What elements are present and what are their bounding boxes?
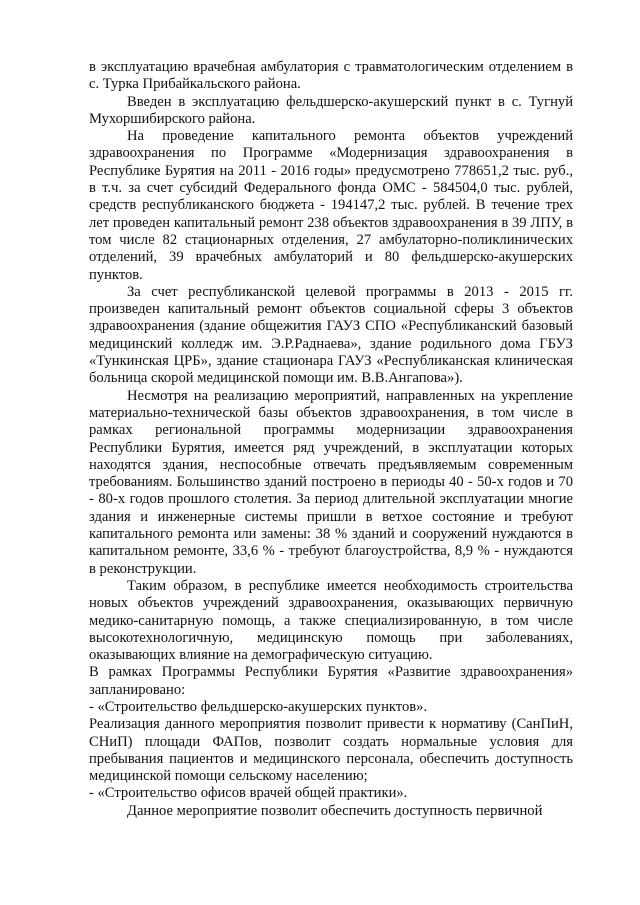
paragraph-3: На проведение капитального ремонта объектов учреждений здравоохранения по Программе «Модернизация здравоохранения в Республике Бурятия на 2011 - 2016 годы» предусмотрено 778651,2 тыс. руб., в т.ч. за счет субсидий Федерального фонда ОМС - 584504,0 тыс. рублей, средств республиканского бюджета - 194147,2 тыс. рублей. В течение трех лет проведен капитальный ремонт 238 объектов здравоохранения в 39 ЛПУ, в том числе 82 стационарных отделения, 27 амбулаторно-поликлинических отделений, 39 врачебных амбулаторий и 80 фельдшерско-акушерских пунктов.	[89, 128, 573, 283]
paragraph-4: За счет республиканской целевой программы в 2013 - 2015 гг. произведен капитальный ремонт объектов социальной сферы 3 объектов здравоохранения (здание общежития ГАУЗ СПО «Республиканский базовый медицинский колледж им. Э.Р.Раднаева», здание родильного дома ГБУЗ «Тункинская ЦРБ», здание стационара ГАУЗ «Республиканская клиническая больница скорой медицинской помощи им. В.В.Ангапова»).	[89, 283, 573, 387]
paragraph-9: Данное мероприятие позволит обеспечить доступность первичной	[127, 802, 543, 819]
paragraph-5: Несмотря на реализацию мероприятий, направленных на укрепление материально-технической базы объектов здравоохранения, в том числе в рамках региональной программы модернизации здравоохранения Республики Бурятия, имеется ряд учреждений, в эксплуатации которых находятся здания, неспособные отвечать предъявляемым современным требованиям. Большинство зданий построено в периоды 40 - 50-х годов и 70 - 80-х годов прошлого столетия. За период длительной эксплуатации многие здания и инженерные системы пришли в ветхое состояние и требуют капитального ремонта или замены: 38 % зданий и сооружений нуждаются в капитальном ремонте, 33,6 % - требуют благоустройства, 8,9 % - нуждаются в реконструкции.	[89, 387, 573, 577]
document-page	[89, 59, 573, 820]
list-item-2: - «Строительство офисов врачей общей практики».	[89, 785, 408, 802]
paragraph-1: в эксплуатацию врачебная амбулатория с травматологическим отделением в с. Турка Прибайкальского района.	[89, 59, 573, 93]
paragraph-7: В рамках Программы Республики Бурятия «Развитие здравоохранения» запланировано:	[89, 664, 573, 698]
paragraph-2: Введен в эксплуатацию фельдшерско-акушерский пункт в с. Тугнуй Мухоршибирского района.	[89, 93, 573, 127]
paragraph-8: Реализация данного мероприятия позволит привести к нормативу (СанПиН, СНиП) площади ФАПов, позволит создать нормальные условия для пребывания пациентов и медицинского персонала, обеспечить доступность медицинской помощи сельскому населению;	[89, 716, 573, 785]
paragraph-6: Таким образом, в республике имеется необходимость строительства новых объектов учреждений здравоохранения, оказывающих первичную медико-санитарную помощь, а также специализированную, в том числе высокотехнологичную, медицинскую помощь при заболеваниях, оказывающих влияние на демографическую ситуацию.	[89, 577, 573, 664]
list-item-1: - «Строительство фельдшерско-акушерских пунктов».	[89, 698, 428, 715]
